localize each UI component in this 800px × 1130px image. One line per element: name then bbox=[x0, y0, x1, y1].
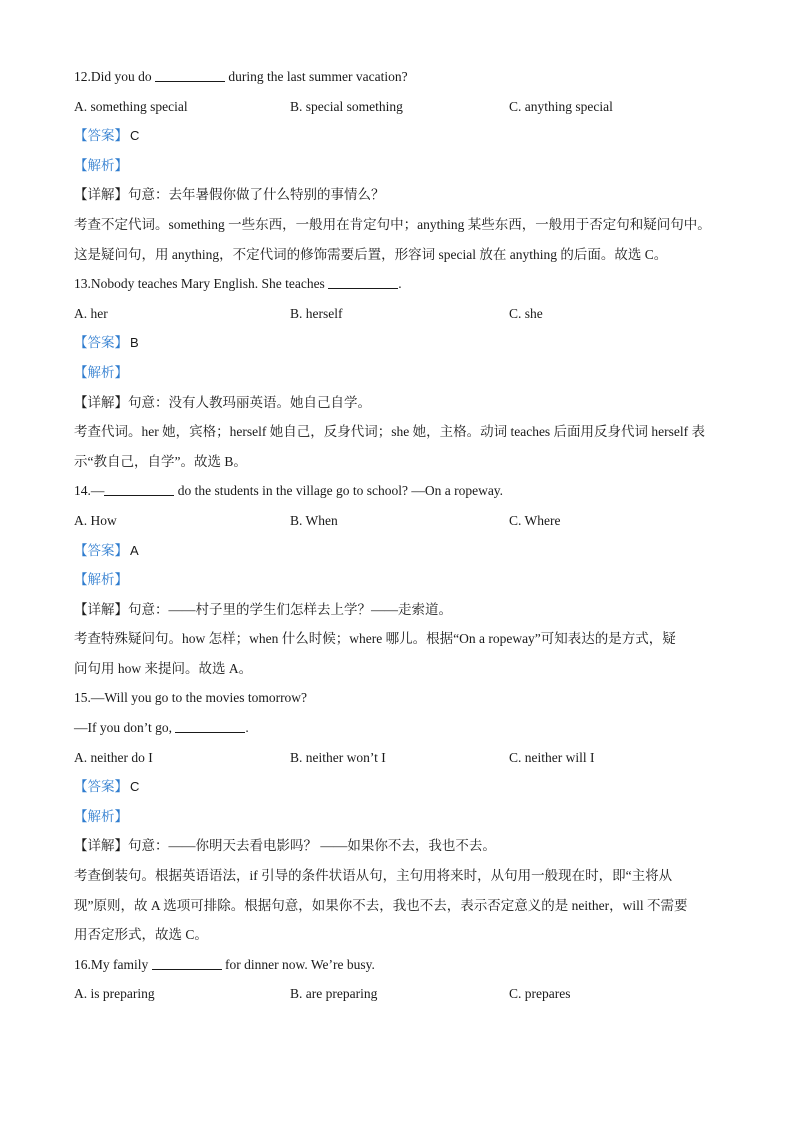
analysis-tag: 【解析】 bbox=[74, 157, 128, 173]
answer-blank bbox=[175, 718, 245, 733]
explanation-line: 考查倒装句。根据英语语法，if 引导的条件状语从句，主句用将来时，从句用一般现在时，即“主将从 bbox=[74, 868, 673, 884]
detail-meaning: 句意：去年暑假你做了什么特别的事情么？ bbox=[128, 187, 385, 203]
detail-tag: 【详解】 bbox=[74, 601, 128, 617]
option-c: C. anything special bbox=[509, 98, 613, 114]
option-a: A. her bbox=[74, 305, 108, 321]
explanation-line: 这是疑问句，用 anything，不定代词的修饰需要后置，形容词 special 放在 anything 的后面。故选 C。 bbox=[74, 246, 668, 262]
answer-tag: 【答案】 bbox=[74, 779, 128, 795]
answer-value: B bbox=[130, 335, 139, 351]
detail-meaning: 句意：没有人教玛丽英语。她自己自学。 bbox=[128, 394, 371, 410]
answer-blank bbox=[152, 955, 222, 970]
option-a: A. is preparing bbox=[74, 986, 155, 1002]
question-12-stem: 12.Did you do during the last summer vacation? bbox=[74, 69, 408, 84]
question-14-answer bbox=[74, 536, 734, 566]
answer-value: C bbox=[130, 128, 140, 144]
option-a: A. How bbox=[74, 512, 117, 528]
question-16-options bbox=[74, 979, 734, 1009]
question-15-answer bbox=[74, 772, 734, 802]
option-c: C. Where bbox=[509, 512, 561, 528]
question-16-stem: 16.My family for dinner now. We’re busy. bbox=[74, 956, 375, 972]
question-13-answer bbox=[74, 328, 734, 358]
option-c: C. she bbox=[509, 305, 543, 321]
explanation-line: 考查不定代词。something 一些东西，一般用在肯定句中；anything 某些东西，一般用于否定句和疑问句中。 bbox=[74, 216, 711, 232]
answer-tag: 【答案】 bbox=[74, 335, 128, 351]
option-b: B. herself bbox=[290, 305, 343, 321]
option-b: B. special something bbox=[290, 98, 403, 114]
question-13-detail bbox=[74, 388, 734, 418]
explanation-line: 考查特殊疑问句。how 怎样；when 什么时候；where 哪儿。根据“On a ropeway”可知表达的是方式，疑 bbox=[74, 631, 676, 647]
analysis-tag: 【解析】 bbox=[74, 364, 128, 380]
option-a: A. neither do I bbox=[74, 749, 153, 765]
explanation-line: 考查代词。her 她，宾格；herself 她自己，反身代词；she 她，主格。动词 teaches 后面用反身代词 herself 表 bbox=[74, 424, 706, 440]
explanation-line: 示“教自己，自学”。故选 B。 bbox=[74, 453, 247, 469]
question-15-options bbox=[74, 743, 734, 773]
option-c: C. neither will I bbox=[509, 749, 595, 765]
question-13-options bbox=[74, 299, 734, 329]
analysis-tag: 【解析】 bbox=[74, 808, 128, 824]
explanation-line: 用否定形式，故选 C。 bbox=[74, 927, 208, 943]
detail-tag: 【详解】 bbox=[74, 394, 128, 410]
question-12-answer bbox=[74, 121, 734, 151]
detail-meaning: 句意：——你明天去看电影吗？ ——如果你不去，我也不去。 bbox=[128, 838, 496, 854]
answer-tag: 【答案】 bbox=[74, 542, 128, 558]
question-14-analysis bbox=[74, 565, 734, 595]
option-b: B. neither won’t I bbox=[290, 749, 386, 765]
question-15-detail bbox=[74, 831, 734, 861]
option-b: B. When bbox=[290, 512, 338, 528]
option-a: A. something special bbox=[74, 98, 188, 114]
analysis-tag: 【解析】 bbox=[74, 572, 128, 588]
option-c: C. prepares bbox=[509, 986, 571, 1002]
detail-meaning: 句意：——村子里的学生们怎样去上学？——走索道。 bbox=[128, 601, 452, 617]
question-12-options bbox=[74, 92, 734, 122]
question-14-options bbox=[74, 506, 734, 536]
answer-blank bbox=[104, 481, 174, 496]
answer-blank bbox=[328, 274, 398, 289]
explanation-line: 现”原则，故 A 选项可排除。根据句意，如果你不去，我也不去，表示否定意义的是 neither，will 不需要 bbox=[74, 897, 688, 913]
option-b: B. are preparing bbox=[290, 986, 378, 1002]
explanation-line: 问句用 how 来提问。故选 A。 bbox=[74, 660, 253, 676]
answer-value: A bbox=[130, 542, 139, 558]
question-12-analysis bbox=[74, 151, 734, 181]
question-15-stem: 15.—Will you go to the movies tomorrow? bbox=[74, 690, 308, 706]
detail-tag: 【详解】 bbox=[74, 187, 128, 203]
question-15-analysis bbox=[74, 802, 734, 832]
document-page bbox=[74, 62, 734, 1009]
answer-value: C bbox=[130, 779, 140, 795]
question-13-analysis bbox=[74, 358, 734, 388]
answer-tag: 【答案】 bbox=[74, 128, 128, 144]
answer-blank bbox=[155, 67, 225, 82]
question-12-detail bbox=[74, 180, 734, 210]
question-14-stem: 14.— do the students in the village go to school? —On a ropeway. bbox=[74, 483, 504, 499]
detail-tag: 【详解】 bbox=[74, 838, 128, 854]
question-15-stem-line-2: —If you don’t go, . bbox=[74, 720, 249, 736]
question-14-detail bbox=[74, 595, 734, 625]
question-13-stem: 13.Nobody teaches Mary English. She teaches . bbox=[74, 276, 402, 292]
